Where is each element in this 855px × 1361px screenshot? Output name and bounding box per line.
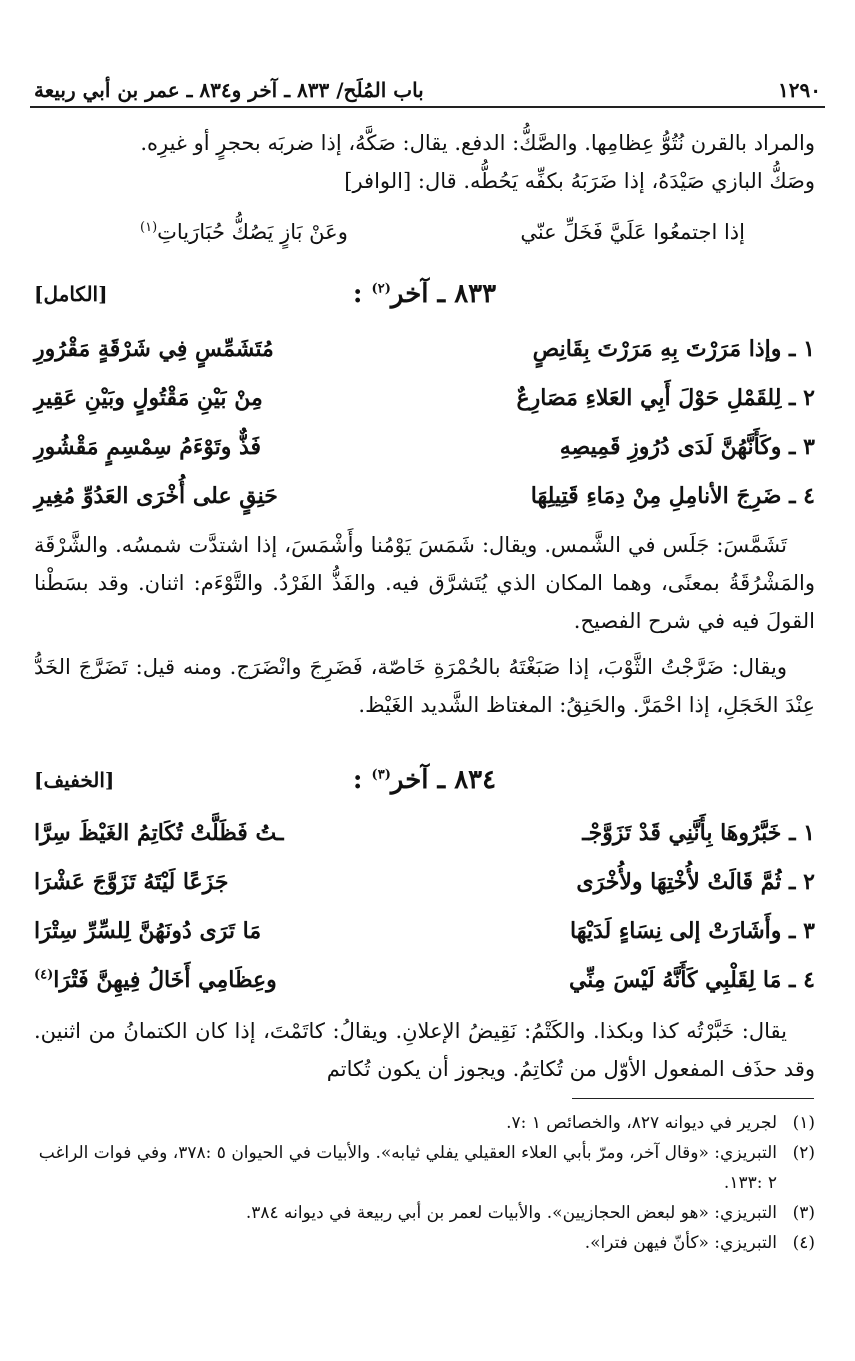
footnote-number: (٣) xyxy=(792,1203,815,1223)
poem-834-heading xyxy=(34,758,815,802)
hemistich-left xyxy=(34,967,404,993)
verse-right-hemistich: إذا اجتمعُوا عَلَيَّ فَخَلِّ عنّي xyxy=(520,220,745,244)
title-colon: : xyxy=(352,765,363,795)
hemistich-right: ٤ ـ مَا لِقَلْبِي كَأَنَّهُ لَيْسَ مِنِّي xyxy=(568,966,815,993)
poem-833-heading xyxy=(34,272,815,316)
hemistich-right: ٢ ـ لِلقَمْلِ حَوْلَ أَبِي العَلاءِ مَصَارِعٌ xyxy=(516,384,815,411)
footnote-text: التبريزي: «وقال آخر، ومرّ بأبي العلاء العقيلي يفلي ثيابه». والأبيات في الحيوان ٥ :٣٧٨، وفي فوات الراغب ٢ :١٣٣. xyxy=(38,1143,777,1193)
footnote xyxy=(34,1108,815,1138)
footnote-number: (٤) xyxy=(792,1233,815,1253)
hemistich-left: مَا تَرَى دُونَهُنَّ لِلسِّرِّ سِتْرَا xyxy=(34,917,262,944)
verse-left-hemistich xyxy=(140,220,348,244)
intro-line: والمراد بالقرن نُتُوُّ عِظامِها. والصَّكُّ: الدفع. يقال: صَكَّهُ، إذا ضربَه بحجرٍ أو غيرِه. xyxy=(140,131,815,155)
footnote-ref: (١) xyxy=(140,220,158,235)
quoted-verse xyxy=(140,212,745,252)
footnote-text: التبريزي: «كأنّ فيهن فترا». xyxy=(584,1233,777,1253)
footnote-ref: (٢) xyxy=(371,281,391,297)
hemistich-right: ١ ـ خَبَّرُوهَا بِأَنَّنِي قَدْ تَزَوَّجْـ xyxy=(582,819,815,846)
footnote xyxy=(34,1228,815,1258)
hemistich-right: ٤ ـ ضَرِجَ الأنامِلِ مِنْ دِمَاءِ قَتِيلِهَا xyxy=(530,482,815,509)
intro-text xyxy=(34,124,815,200)
title-colon: : xyxy=(352,279,363,309)
hemistich-right: ١ ـ وإذا مَرَرْتَ بِهِ مَرَرْتَ بِقَانِصٍ xyxy=(532,335,815,362)
poem-verse xyxy=(34,373,815,422)
poem-834-commentary xyxy=(34,1012,815,1088)
hemistich-left: جَزَعًا لَيْتَهُ تَزَوَّجَ عَشْرَا xyxy=(34,868,229,895)
poem-verse xyxy=(34,857,815,906)
footnote-text: لجرير في ديوانه ٨٢٧، والخصائص ١ :٧. xyxy=(506,1113,777,1133)
poem-833 xyxy=(34,324,815,520)
hemistich-left: فَذٌّ وتَوْءَمُ سِمْسِمٍ مَقْشُورِ xyxy=(34,433,262,460)
footnote xyxy=(34,1198,815,1228)
hemistich-left: حَنِقٍ على أُخْرَى العَدُوِّ مُغِيرِ xyxy=(34,482,278,509)
footnote-text: التبريزي: «هو لبعض الحجازيين». والأبيات لعمر بن أبي ربيعة في ديوانه ٣٨٤. xyxy=(245,1203,777,1223)
hemistich-left: ـتُ فَظَلَّتْ تُكَاتِمُ الغَيْظَ سِرَّا xyxy=(34,819,284,846)
footnote-ref: (٣) xyxy=(371,767,391,783)
poem-834 xyxy=(34,808,815,1004)
poem-verse xyxy=(34,955,815,1004)
page-number: ١٢٩٠ xyxy=(778,78,821,102)
poem-833-commentary xyxy=(34,526,815,724)
hemistich-left: مُتَشَمِّسٍ فِي شَرْقَةٍ مَقْرُورِ xyxy=(34,335,274,362)
commentary-paragraph: تَشَمَّسَ: جَلَس في الشَّمس. ويقال: شَمَسَ يَوْمُنا وأَشْمَسَ، إذا اشتدَّت شمسُه. والشَّرْقَة والمَشْرُقَةُ بمعنًى، وهما المكان الذي يُتَشرَّق فيه. والفَذُّ الفَرْدُ. والتَّوْءَم: اثنان. وقد بسَطْنا القولَ فيه في شرح الفصيح. xyxy=(34,533,815,633)
poem-verse xyxy=(34,808,815,857)
footnotes xyxy=(34,1108,815,1258)
running-title: باب المُلَح/ ٨٣٣ ـ آخر و٨٣٤ ـ عمر بن أبي ربيعة xyxy=(34,78,424,102)
poem-834-title xyxy=(34,758,815,802)
commentary-paragraph: يقال: خَبَّرْتُه كذا وبكذا. والكَتْمُ: نَقِيضُ الإعلانِ. ويقالُ: كاتَمْتَ، إذا كان الكتمانُ من اثنين. وقد حذَف المفعول الأوّل من تُكاتِمُ. ويجوز أن يكون تُكاتم xyxy=(34,1019,815,1081)
poem-verse xyxy=(34,906,815,955)
footnote-ref: (٤) xyxy=(34,967,54,983)
hemistich-right: ٣ ـ وأَشَارَتْ إلى نِسَاءٍ لَدَيْهَا xyxy=(570,917,815,944)
poem-verse xyxy=(34,324,815,373)
poem-verse xyxy=(34,471,815,520)
footnote-rule xyxy=(572,1098,814,1099)
footnote-number: (١) xyxy=(792,1113,815,1133)
poem-833-meter: [الكامل] xyxy=(34,282,108,306)
footnote-number: (٢) xyxy=(792,1143,815,1163)
hemistich-left: مِنْ بَيْنِ مَقْتُولٍ وبَيْنِ عَقِيرِ xyxy=(34,384,263,411)
hemistich-right: ٢ ـ ثُمَّ قَالَتْ لأُخْتِهَا ولأُخْرَى xyxy=(576,868,815,895)
poem-834-title-text: ٨٣٤ ـ آخر xyxy=(390,765,497,795)
poem-833-title xyxy=(34,272,815,316)
footnote xyxy=(34,1138,815,1198)
verse-left-text: وعَنْ بَازٍ يَصُكُّ حُبَارَياتِ xyxy=(157,220,348,244)
hemistich-left-text: وعِظَامِي أَخَالُ فِيهِنَّ فَتْرَا xyxy=(53,966,277,993)
poem-834-meter: [الخفيف] xyxy=(34,768,115,792)
poem-833-title-text: ٨٣٣ ـ آخر xyxy=(390,279,497,309)
header-rule xyxy=(30,106,825,108)
poem-verse xyxy=(34,422,815,471)
hemistich-right: ٣ ـ وكَأَنَّهُنَّ لَدَى دُرُوزِ قَمِيصِهِ xyxy=(559,433,815,460)
intro-line: وصَكُّ البازي صَيْدَهُ، إذا ضَرَبَهُ بكفِّه يَحُطُّه. قال: [الوافر] xyxy=(344,169,815,193)
commentary-paragraph: ويقال: ضَرَّجْتُ الثَّوْبَ، إذا صَبَغْتَهُ بالحُمْرَةِ خَاصّة، فَضَرِجَ وانْضَرَج. ومنه قيل: تَضَرَّجَ الخَدُّ عِنْدَ الخَجَلِ، إذا احْمَرَّ. والحَنِقُ: المغتاظ الشَّديد الغَيْظ. xyxy=(34,655,815,717)
running-head xyxy=(34,66,821,102)
